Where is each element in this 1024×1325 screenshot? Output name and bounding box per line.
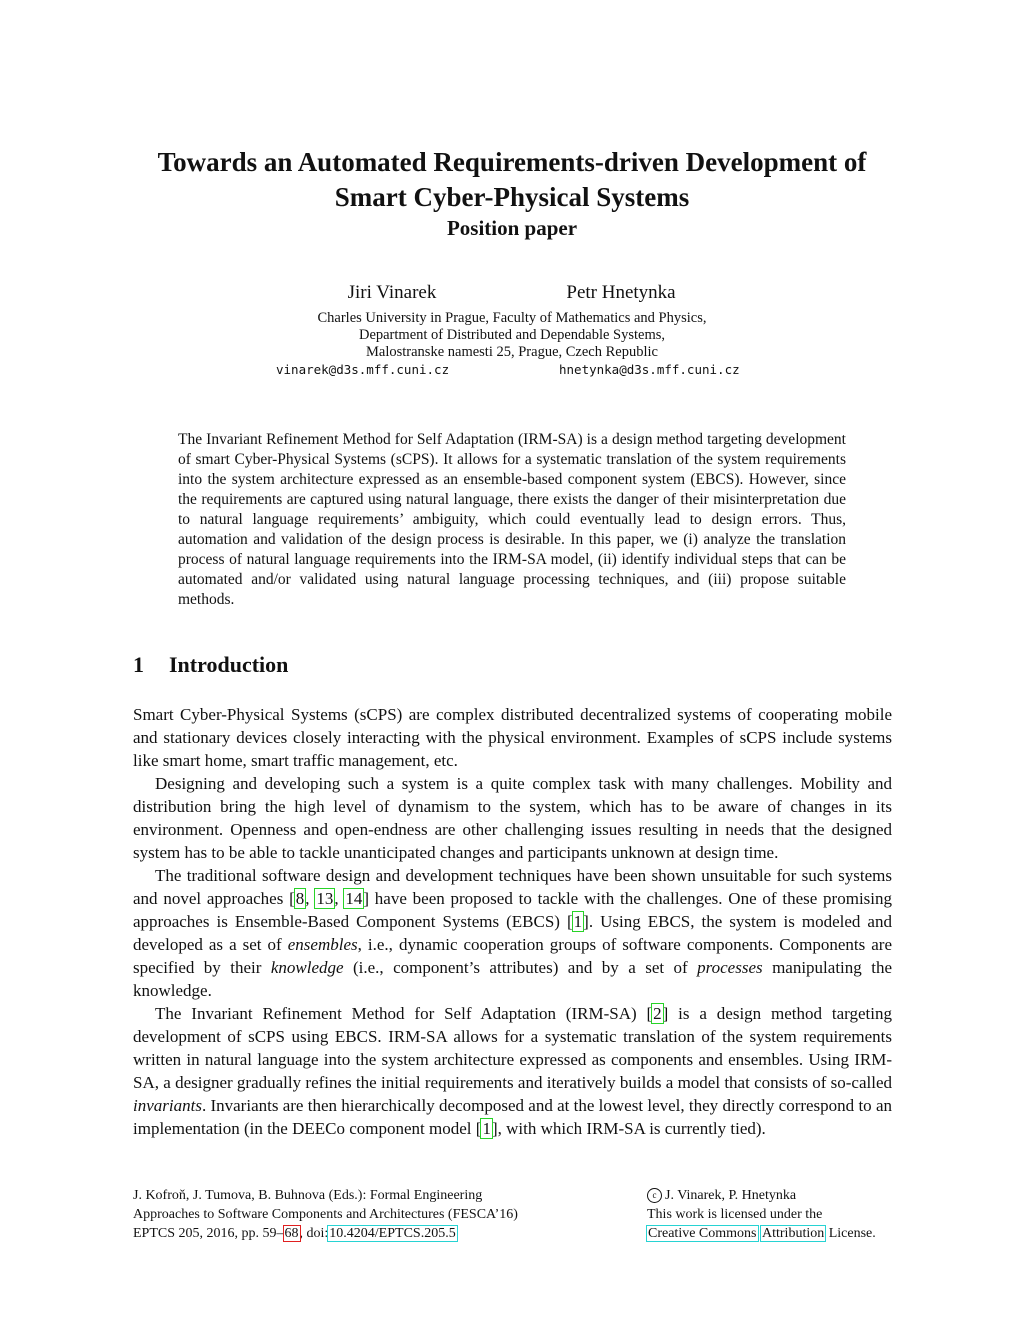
footer-right-line1 <box>647 1186 907 1205</box>
paper-title-line2: Smart Cyber-Physical Systems <box>334 182 690 212</box>
paper-title-line1: Towards an Automated Requirements-driven Development of <box>157 147 867 177</box>
copyright-icon: c <box>647 1188 662 1203</box>
author-email-2[interactable]: hnetynka@d3s.mff.cuni.cz <box>559 362 740 377</box>
author-name-2: Petr Hnetynka <box>566 282 676 303</box>
doi-link[interactable]: 10.4204/EPTCS.205.5 <box>329 1226 456 1241</box>
paragraph-3-text-d: , i.e., dynamic cooperation groups of software components. Components are specified by their <box>133 935 892 977</box>
abstract: The Invariant Refinement Method for Self Adaptation (IRM-SA) is a design method targeting development of smart Cyber-Physical Systems (sCPS). It allows for a systematic translation of the system requirements into the system architecture expressed as an ensemble-based component system (EBCS). However, since the requirements are captured using natural language, there exists the danger of their misinterpretation due to natural language requirements’ ambiguity, which could eventually lead to design errors. Thus, automation and validation of the design process is desirable. In this paper, we (i) analyze the translation process of natural language requirements into the IRM-SA model, (ii) identify individual steps that can be automated and/or validated using natural language processing techniques, and (iii) propose suitable methods. <box>178 431 846 608</box>
citation-separator: , <box>305 889 316 908</box>
footer-right-line2: This work is licensed under the <box>647 1207 823 1222</box>
creative-commons-link[interactable]: Creative Commons <box>648 1226 757 1241</box>
last-page-link[interactable]: 68 <box>284 1226 299 1241</box>
author-name-1: Jiri Vinarek <box>347 282 437 303</box>
paragraph-3-text-f: manipulating the knowledge. <box>133 958 892 1000</box>
citation-link-1[interactable]: 1 <box>573 912 583 931</box>
copyright-holders: J. Vinarek, P. Hnetynka <box>665 1188 797 1203</box>
affiliation-line2: Department of Distributed and Dependable Systems, <box>358 327 666 343</box>
paragraph-1: Smart Cyber-Physical Systems (sCPS) are complex distributed decentralized systems of cooperating mobile and stationary devices closely interacting with the physical environment. Examples of sCPS include systems like smart home, smart traffic management, etc. <box>133 705 892 770</box>
paragraph-3-text-b: ] have been proposed to tackle with the challenges. One of these promising approaches is Ensemble-Based Component Systems (EBCS) [ <box>133 889 893 931</box>
footer-left-line1: J. Kofroň, J. Tumova, B. Buhnova (Eds.): Formal Engineering <box>133 1188 483 1203</box>
footer-doi-label: , doi: <box>299 1226 329 1241</box>
footer-left-line3 <box>133 1224 593 1243</box>
footer-publication-info <box>133 1186 593 1243</box>
emphasis-processes: processes <box>697 958 763 977</box>
paragraph-4-text-b: ] is a design method targeting development of sCPS using EBCS. IRM-SA allows for a systematic translation of the system requirements written in natural language into the system architecture expressed as components and ensembles. Using IRM-SA, a designer gradually refines the initial requirements and iteratively builds a model that consists of so-called <box>133 1004 892 1092</box>
emphasis-ensembles: ensembles <box>287 935 358 954</box>
emphasis-knowledge: knowledge <box>270 958 344 977</box>
section-heading <box>133 652 288 678</box>
footer-license-info <box>647 1186 907 1243</box>
paragraph-2: Designing and developing such a system is a quite complex task with many challenges. Mobility and distribution bring the high level of dynamism to the system, which has to be aware of changes in its environment. Openness and open-endness are other challenging issues resulting in needs that the designed system has to be able to tackle unanticipated changes and participants unknown at design time. <box>133 774 892 862</box>
attribution-link[interactable]: Attribution <box>762 1226 825 1241</box>
paragraph-4-text-d: ], with which IRM-SA is currently tied). <box>491 1119 766 1138</box>
footer-left-line2: Approaches to Software Components and Architectures (FESCA’16) <box>133 1207 518 1222</box>
footer-right-line3 <box>647 1224 907 1243</box>
section-number: 1 <box>133 652 144 677</box>
citation-link-13[interactable]: 13 <box>316 889 334 908</box>
citation-link-2[interactable]: 2 <box>653 1004 662 1023</box>
license-suffix: License. <box>825 1226 876 1241</box>
paragraph-4-text-c: . Invariants are then hierarchically decomposed and at the lowest level, they directly correspond to an implementation (in the DEECo component model [ <box>133 1096 892 1138</box>
paper-title <box>0 145 1024 215</box>
paragraph-4-text-a: The Invariant Refinement Method for Self Adaptation (IRM-SA) [ <box>155 1004 653 1023</box>
affiliation-line1: Charles University in Prague, Faculty of Mathematics and Physics, <box>317 310 707 326</box>
paragraph-3-text-a: The traditional software design and development techniques have been shown unsuitable for such systems and novel approaches [ <box>133 866 892 908</box>
paragraph-3-text-c: ]. Using EBCS, the system is modeled and developed as a set of <box>133 912 892 954</box>
footer-pages-text: EPTCS 205, 2016, pp. 59– <box>133 1226 284 1241</box>
citation-link-14[interactable]: 14 <box>345 889 363 908</box>
paragraph-3-text-e: (i.e., component’s attributes) and by a set of <box>343 958 698 977</box>
affiliation <box>0 310 1024 361</box>
paragraph-3 <box>133 864 892 1002</box>
section-title: Introduction <box>169 652 289 677</box>
citation-link-8[interactable]: 8 <box>295 889 305 908</box>
citation-separator: , <box>334 889 345 908</box>
paragraph-4 <box>133 1002 892 1140</box>
paper-subtitle: Position paper <box>446 216 578 240</box>
author-email-1[interactable]: vinarek@d3s.mff.cuni.cz <box>276 362 450 377</box>
body-text <box>133 703 892 1140</box>
affiliation-line3: Malostranske namesti 25, Prague, Czech Republic <box>366 344 658 360</box>
emphasis-invariants: invariants <box>133 1096 202 1115</box>
citation-link-1b[interactable]: 1 <box>482 1119 491 1138</box>
